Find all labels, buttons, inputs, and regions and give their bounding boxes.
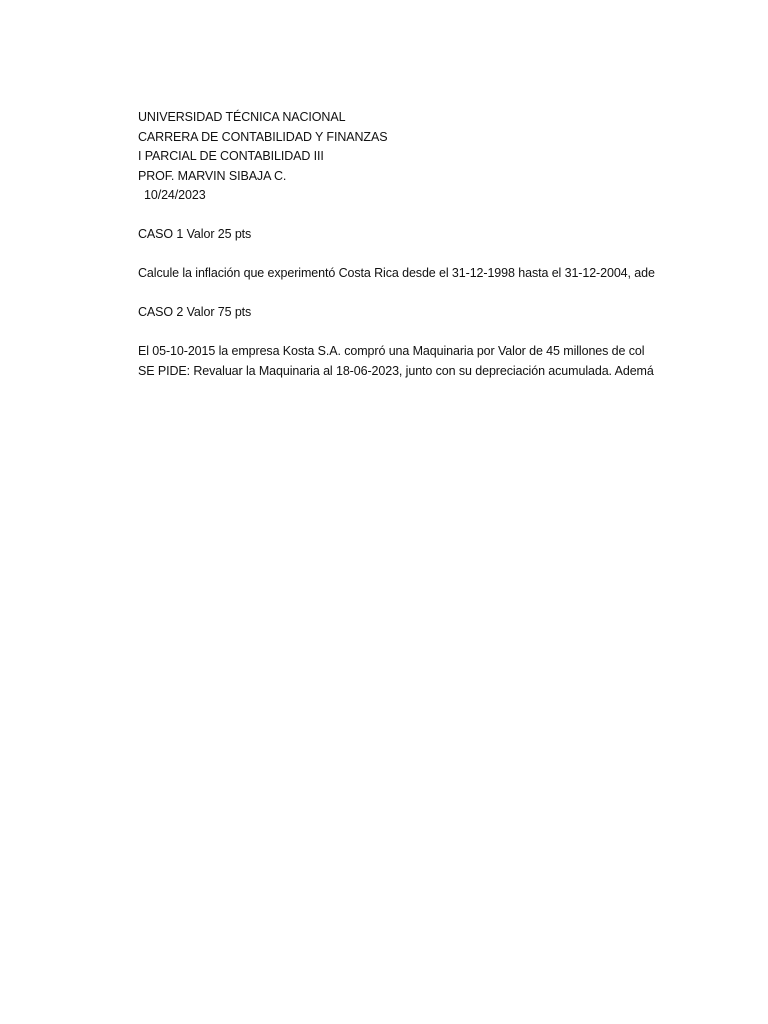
case-2-statement: El 05-10-2015 la empresa Kosta S.A. compró una Maquinaria por Valor de 45 millones de col — [138, 344, 645, 358]
case-2-title: CASO 2 Valor 75 pts — [138, 305, 252, 319]
exam-sheet — [138, 108, 660, 381]
case-1-title: CASO 1 Valor 25 pts — [138, 227, 252, 241]
university-name: UNIVERSIDAD TÉCNICA NACIONAL — [138, 110, 346, 124]
career-name: CARRERA DE CONTABILIDAD Y FINANZAS — [138, 129, 388, 144]
spacer — [138, 284, 660, 304]
case-1-statement: Calcule la inflación que experimentó Costa Rica desde el 31-12-1998 hasta el 31-12-2004, ade — [138, 266, 655, 280]
exam-title: I PARCIAL DE CONTABILIDAD III — [138, 149, 324, 163]
case-2-request: SE PIDE: Revaluar la Maquinaria al 18-06-2023, junto con su depreciación acumulada. Ademá — [138, 363, 654, 378]
professor-name: PROF. MARVIN SIBAJA C. — [138, 168, 287, 183]
exam-date: 10/24/2023 — [144, 188, 206, 202]
spacer — [138, 206, 660, 226]
spacer — [138, 245, 660, 265]
spacer — [138, 323, 660, 343]
